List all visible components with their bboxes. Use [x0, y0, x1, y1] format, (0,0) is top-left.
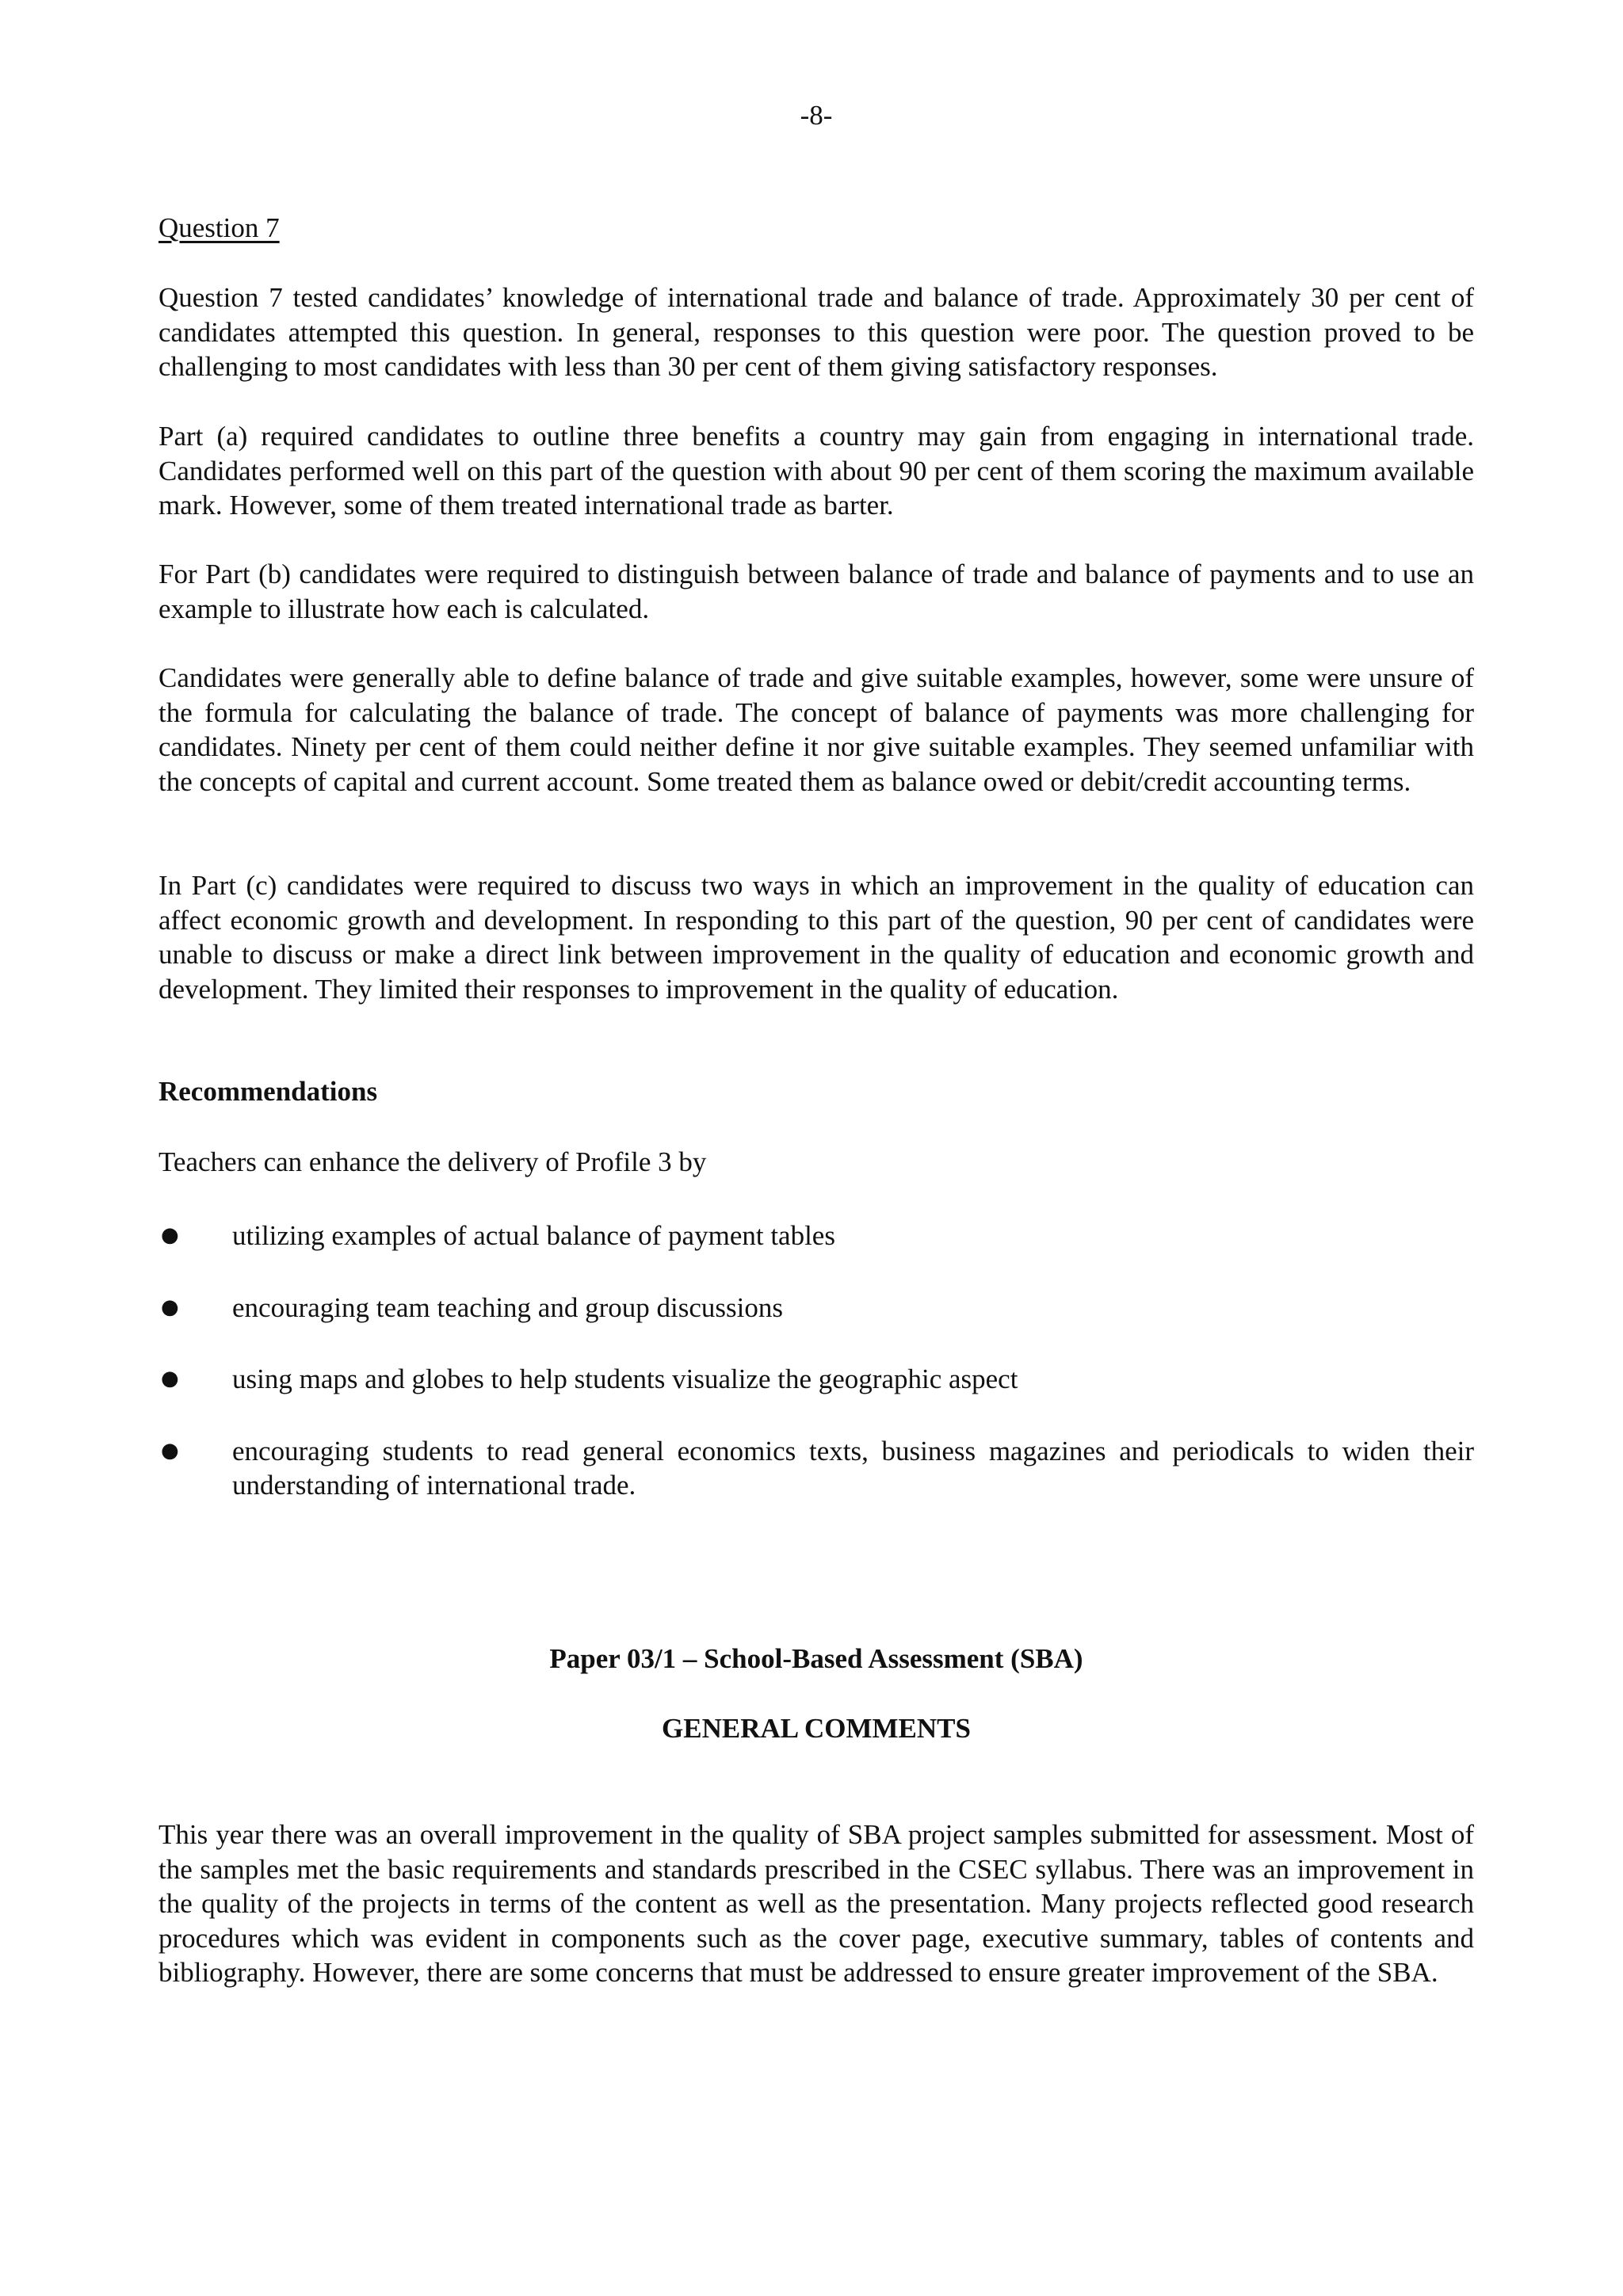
bullet-icon: ●: [161, 1438, 179, 1463]
page-number: -8-: [800, 100, 833, 131]
bullet-icon: ●: [161, 1367, 179, 1390]
recommendation-text: encouraging students to read general economics texts, business magazines and periodicals to widen their understanding of international trade.: [232, 1435, 1474, 1501]
recommendation-item: [158, 1362, 1474, 1397]
recommendations-heading: Recommendations: [158, 1076, 378, 1107]
bullet-icon: ●: [161, 1295, 179, 1319]
recommendation-text: encouraging team teaching and group discussions: [232, 1291, 783, 1323]
recommendations-list: [158, 1219, 1474, 1540]
sba-paragraph: This year there was an overall improvement in the quality of SBA project samples submitted for assessment. Most of the samples met the basic requirements and standards prescribed in the CSEC syllabus. There was an improvement in the quality of the projects in terms of the content as well as the presentation. Many projects reflected good research procedures which was evident in components such as the cover page, executive summary, tables of contents and bibliography. However, there are some concerns that must be addressed to ensure greater improvement of the SBA.: [158, 1819, 1474, 1988]
recommendation-item: [158, 1219, 1474, 1253]
sba-title: Paper 03/1 – School-Based Assessment (SBA): [549, 1643, 1083, 1674]
recommendation-item: [158, 1434, 1474, 1503]
general-comments-heading: GENERAL COMMENTS: [662, 1713, 971, 1744]
part-a-paragraph: Part (a) required candidates to outline three benefits a country may gain from engaging in international trade. Candidates performed well on this part of the question with about 90 per cent of them scoring the maximum available mark. However, some of them treated international trade as barter.: [158, 421, 1474, 521]
recommendation-item: [158, 1291, 1474, 1325]
part-b-paragraph: For Part (b) candidates were required to distinguish between balance of trade and balance of payments and to use an example to illustrate how each is calculated.: [158, 559, 1474, 624]
recommendation-text: using maps and globes to help students visualize the geographic aspect: [232, 1363, 1018, 1394]
question-7-heading: Question 7: [158, 212, 280, 243]
part-c-paragraph: In Part (c) candidates were required to discuss two ways in which an improvement in the quality of education can affect economic growth and development. In responding to this part of the question, 90 per cent of candidates were unable to discuss or make a direct link between improvement in the quality of education and economic growth and development. They limited their responses to improvement in the quality of education.: [158, 870, 1474, 1005]
bullet-icon: ●: [161, 1223, 179, 1247]
recommendation-text: utilizing examples of actual balance of payment tables: [232, 1220, 835, 1251]
recommendations-intro: Teachers can enhance the delivery of Profile 3 by: [158, 1146, 707, 1177]
question-7-intro-paragraph: Question 7 tested candidates’ knowledge of international trade and balance of trade. Approximately 30 per cent of candidates attempted this question. In general, responses to this question were poor. The question proved to be challenging to most candidates with less than 30 per cent of them giving satisfactory responses.: [158, 282, 1474, 382]
part-b-comments-paragraph: Candidates were generally able to define balance of trade and give suitable examples, however, some were unsure of the formula for calculating the balance of trade. The concept of balance of payments was more challenging for candidates. Ninety per cent of them could neither define it nor give suitable examples. They seemed unfamiliar with the concepts of capital and current account. Some treated them as balance owed or debit/credit accounting terms.: [158, 662, 1474, 797]
